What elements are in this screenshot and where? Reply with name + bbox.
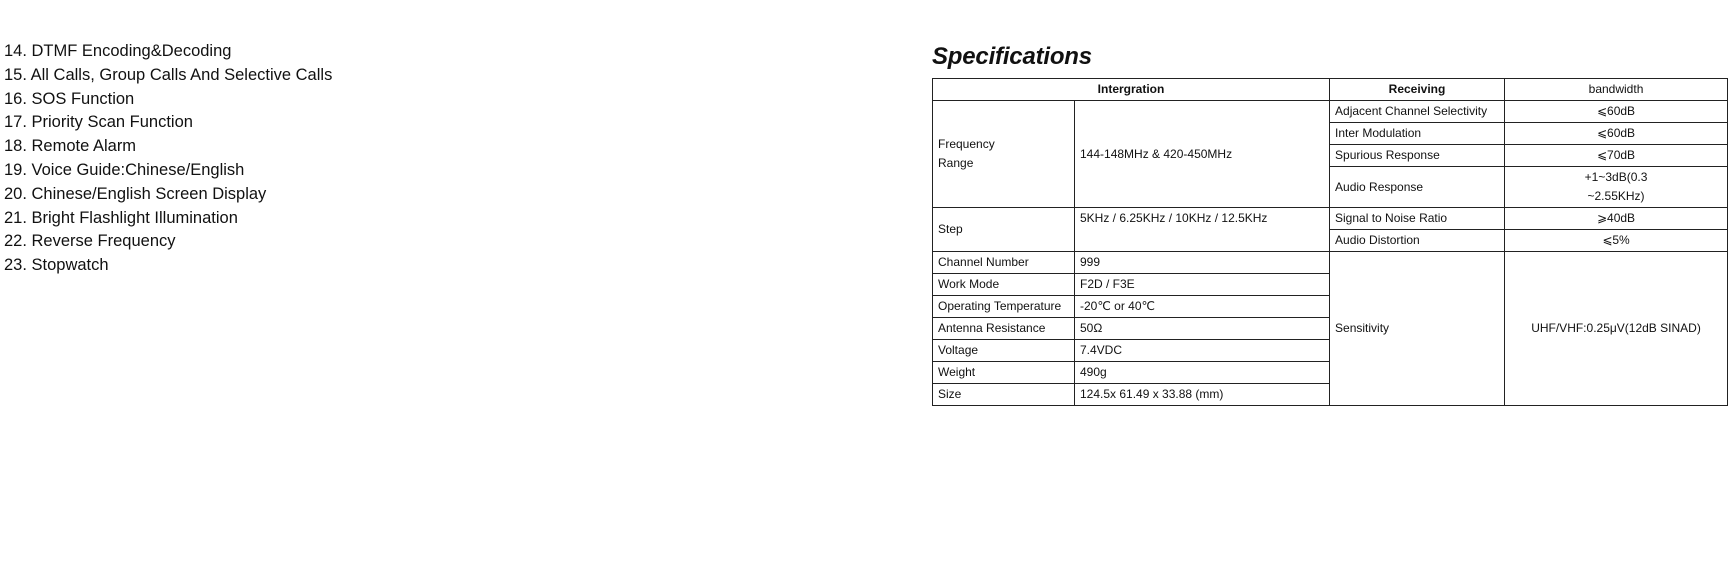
size-label: Size — [933, 384, 1075, 406]
feature-item: 18. Remote Alarm — [4, 137, 137, 156]
spurious-response-label: Spurious Response — [1330, 145, 1505, 167]
sensitivity-value: UHF/VHF:0.25μV(12dB SINAD) — [1505, 252, 1728, 406]
work-mode-value: F2D / F3E — [1075, 274, 1330, 296]
header-receiving: Receiving — [1330, 79, 1505, 101]
table-row — [933, 208, 1728, 230]
adjacent-channel-value: ⩽60dB — [1505, 101, 1728, 123]
operating-temperature-label: Operating Temperature — [933, 296, 1075, 318]
feature-item: 23. Stopwatch — [4, 256, 109, 275]
audio-response-label: Audio Response — [1330, 167, 1505, 208]
feature-item: 15. All Calls, Group Calls And Selective Calls — [4, 65, 333, 84]
frequency-range-label: Frequency Range — [933, 101, 1075, 208]
voltage-value: 7.4VDC — [1075, 340, 1330, 362]
weight-value: 490g — [1075, 362, 1330, 384]
antenna-resistance-label: Antenna Resistance — [933, 318, 1075, 340]
channel-number-label: Channel Number — [933, 252, 1075, 274]
feature-item: 20. Chinese/English Screen Display — [4, 184, 267, 203]
weight-label: Weight — [933, 362, 1075, 384]
work-mode-label: Work Mode — [933, 274, 1075, 296]
size-value: 124.5x 61.49 x 33.88 (mm) — [1075, 384, 1330, 406]
frequency-range-value: 144-148MHz & 420-450MHz — [1075, 101, 1330, 208]
inter-modulation-label: Inter Modulation — [1330, 123, 1505, 145]
antenna-resistance-value: 50Ω — [1075, 318, 1330, 340]
snr-value: ⩾40dB — [1505, 208, 1728, 230]
feature-item: 21. Bright Flashlight Illumination — [4, 208, 238, 227]
audio-distortion-label: Audio Distortion — [1330, 230, 1505, 252]
feature-item: 17. Priority Scan Function — [4, 113, 193, 132]
table-row — [933, 101, 1728, 123]
specifications-table — [932, 78, 1728, 406]
header-integration: Intergration — [933, 79, 1330, 101]
feature-item: 16. SOS Function — [4, 89, 135, 108]
snr-label: Signal to Noise Ratio — [1330, 208, 1505, 230]
audio-response-value: +1~3dB(0.3 ~2.55KHz) — [1505, 167, 1728, 208]
table-row — [933, 252, 1728, 274]
channel-number-value: 999 — [1075, 252, 1330, 274]
adjacent-channel-label: Adjacent Channel Selectivity — [1330, 101, 1505, 123]
table-header-row — [933, 79, 1728, 101]
feature-item: 14. DTMF Encoding&Decoding — [4, 42, 232, 60]
step-value: 5KHz / 6.25KHz / 10KHz / 12.5KHz — [1075, 208, 1330, 252]
specifications-title: Specifications — [932, 43, 1092, 70]
inter-modulation-value: ⩽60dB — [1505, 123, 1728, 145]
spurious-response-value: ⩽70dB — [1505, 145, 1728, 167]
step-label: Step — [933, 208, 1075, 252]
audio-distortion-value: ⩽5% — [1505, 230, 1728, 252]
header-bandwidth: bandwidth — [1505, 79, 1728, 101]
feature-item: 22. Reverse Frequency — [4, 232, 176, 251]
sensitivity-label: Sensitivity — [1330, 252, 1505, 406]
feature-list — [4, 40, 332, 278]
feature-item: 19. Voice Guide:Chinese/English — [4, 160, 245, 179]
operating-temperature-value: -20℃ or 40℃ — [1075, 296, 1330, 318]
voltage-label: Voltage — [933, 340, 1075, 362]
